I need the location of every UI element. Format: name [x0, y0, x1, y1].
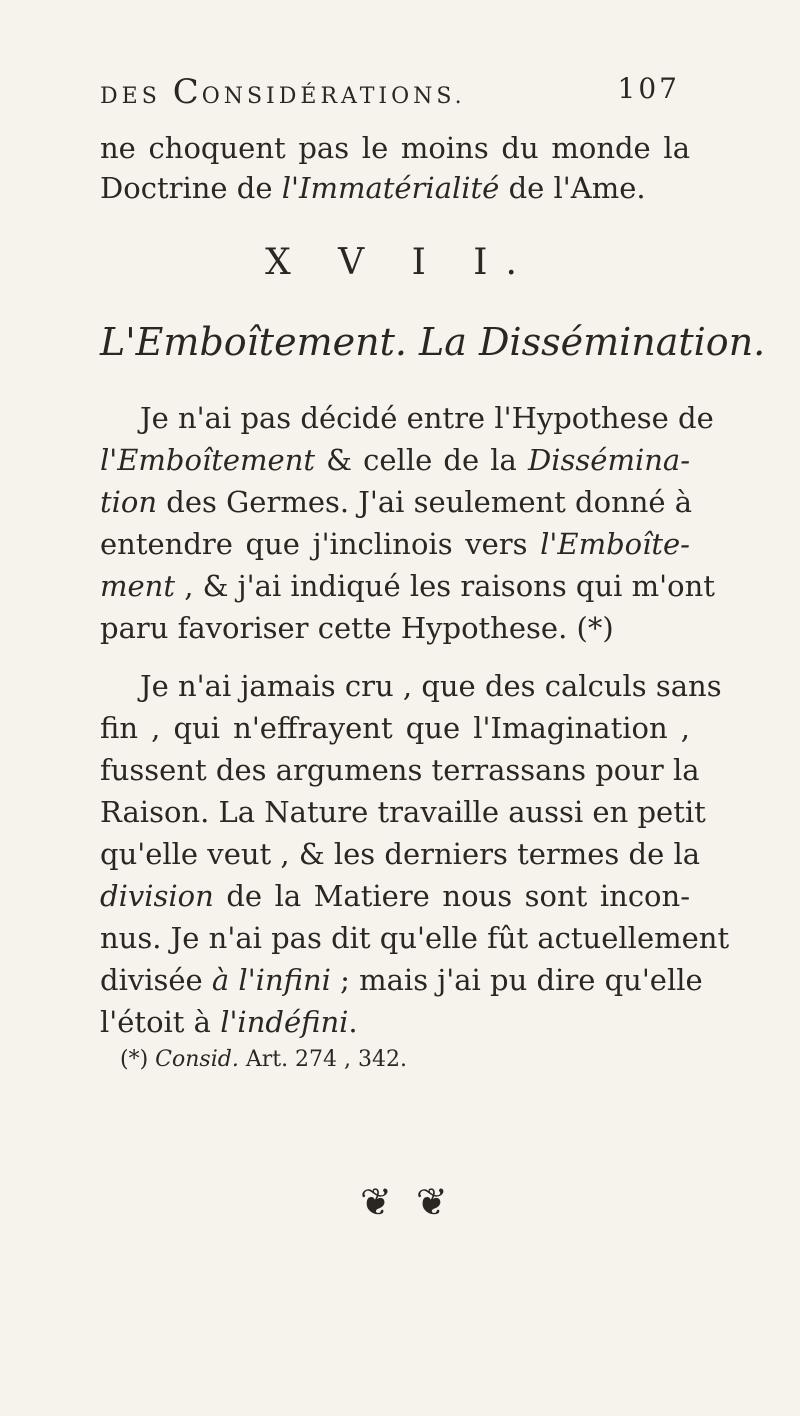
footnote: (*) Consid. Art. 274 , 342. — [120, 1047, 408, 1072]
ornament-icon: ❦ ❦ — [360, 1180, 454, 1224]
text-line: Doctrine de l'Immatérialité de l'Ame. — [100, 171, 646, 205]
text-line: ne choquent pas le moins du monde la — [100, 131, 690, 165]
text-line: fin , qui n'effrayent que l'Imagination , — [100, 711, 690, 745]
text-line: Je n'ai pas décidé entre l'Hypothese de — [140, 401, 714, 435]
page-number: 107 — [617, 72, 680, 105]
text-line: nus. Je n'ai pas dit qu'elle fût actuellement — [100, 921, 730, 955]
text-line: divisée à l'infini ; mais j'ai pu dire qu'elle — [100, 963, 703, 997]
text-line: l'étoit à l'indéfini. — [100, 1005, 358, 1039]
text-line: l'Emboîtement & celle de la Dissémina- — [100, 443, 690, 477]
chapter-number: X V I I. — [265, 242, 535, 283]
running-head-title — [100, 72, 466, 112]
chapter-title: L'Emboîtement. La Dissémination. — [100, 320, 766, 364]
text-line: division de la Matiere nous sont incon- — [100, 879, 690, 913]
running-head-rest: ONSIDÉRATIONS. — [201, 84, 466, 109]
running-head — [100, 72, 680, 112]
text-line: Je n'ai jamais cru , que des calculs sans — [140, 669, 722, 703]
text-line: Raison. La Nature travaille aussi en petit — [100, 795, 706, 829]
running-head-initial: C — [172, 72, 202, 112]
text-line: ment , & j'ai indiqué les raisons qui m'ont — [100, 569, 715, 603]
running-head-prefix: DES — [100, 84, 161, 109]
text-line: fussent des argumens terrassans pour la — [100, 753, 700, 787]
text-line: paru favoriser cette Hypothese. (*) — [100, 611, 614, 645]
text-line: entendre que j'inclinois vers l'Emboîte- — [100, 527, 690, 561]
text-line: tion des Germes. J'ai seulement donné à — [100, 485, 693, 519]
italic-term: l'Immatérialité — [281, 171, 500, 205]
text-line: qu'elle veut , & les derniers termes de la — [100, 837, 701, 871]
